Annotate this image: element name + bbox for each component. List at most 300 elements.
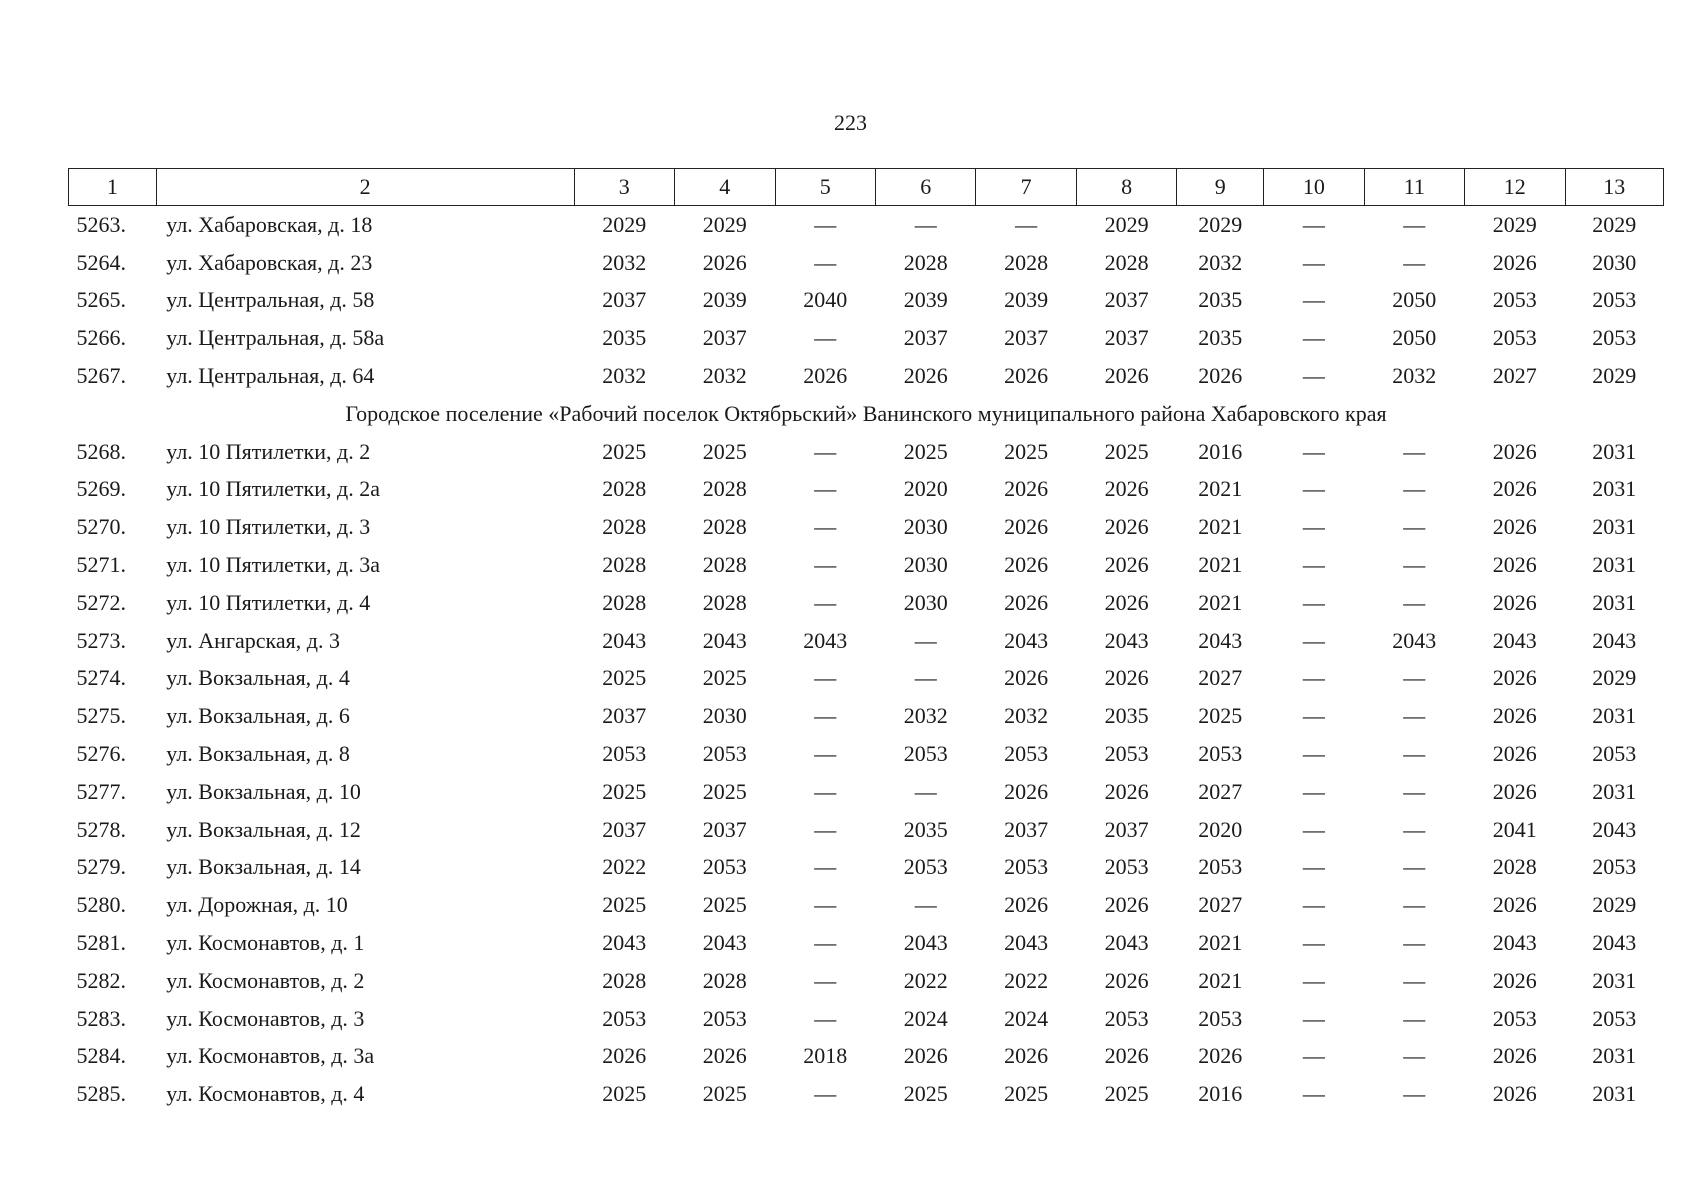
year-cell: —: [1403, 778, 1426, 804]
year-cell: 2028: [602, 967, 647, 993]
header-row: [69, 169, 1664, 206]
year-cell: 2025: [1004, 1081, 1049, 1107]
year-cell: —: [814, 325, 837, 351]
year-cell: —: [1403, 514, 1426, 540]
address-cell: ул. Космонавтов, д. 1: [166, 930, 365, 956]
year-cell: —: [1302, 967, 1325, 993]
address-cell: ул. 10 Пятилетки, д. 2: [166, 438, 371, 464]
row-number: 5278.: [76, 816, 126, 842]
table-row: [69, 319, 1664, 357]
year-cell: 2026: [1004, 363, 1049, 389]
year-cell: 2050: [1392, 325, 1437, 351]
year-cell: 2026: [1492, 741, 1537, 767]
year-cell: 2032: [602, 363, 647, 389]
year-cell: —: [1302, 778, 1325, 804]
year-cell: 2025: [1198, 703, 1243, 729]
year-cell: 2053: [1004, 854, 1049, 880]
schedule-table: [68, 168, 1664, 1113]
year-cell: 2032: [602, 249, 647, 275]
year-cell: —: [1302, 476, 1325, 502]
year-cell: 2053: [1492, 1005, 1537, 1031]
table-row: [69, 849, 1664, 887]
year-cell: —: [1302, 930, 1325, 956]
address-cell: ул. Вокзальная, д. 12: [166, 816, 361, 842]
row-number: 5279.: [76, 854, 126, 880]
year-cell: 2021: [1198, 552, 1243, 578]
table-row: [69, 1075, 1664, 1113]
year-cell: 2028: [602, 589, 647, 615]
row-number: 5263.: [76, 211, 126, 237]
year-cell: 2026: [1104, 1043, 1149, 1069]
year-cell: 2028: [602, 514, 647, 540]
year-cell: 2039: [1004, 287, 1049, 313]
year-cell: 2018: [803, 1043, 848, 1069]
year-cell: 2026: [1104, 778, 1149, 804]
year-cell: 2016: [1198, 438, 1243, 464]
row-number: 5277.: [76, 778, 126, 804]
table-row: [69, 735, 1664, 773]
year-cell: 2025: [903, 1081, 948, 1107]
year-cell: 2029: [1592, 211, 1637, 237]
row-number: 5285.: [76, 1081, 126, 1107]
year-cell: 2037: [1104, 816, 1149, 842]
row-number: 5273.: [76, 627, 126, 653]
year-cell: 2028: [702, 552, 747, 578]
year-cell: 2026: [1492, 703, 1537, 729]
year-cell: —: [1302, 211, 1325, 237]
year-cell: —: [1302, 1005, 1325, 1031]
year-cell: —: [1403, 552, 1426, 578]
year-cell: —: [814, 703, 837, 729]
year-cell: 2043: [1104, 930, 1149, 956]
year-cell: 2041: [1492, 816, 1537, 842]
row-number: 5272.: [76, 589, 126, 615]
table-row: [69, 622, 1664, 660]
year-cell: 2022: [903, 967, 948, 993]
year-cell: 2035: [903, 816, 948, 842]
year-cell: —: [1403, 1081, 1426, 1107]
address-cell: ул. Космонавтов, д. 3: [166, 1005, 365, 1031]
year-cell: 2037: [602, 816, 647, 842]
year-cell: 2032: [903, 703, 948, 729]
year-cell: 2043: [602, 930, 647, 956]
year-cell: 2031: [1592, 1043, 1637, 1069]
year-cell: —: [1403, 211, 1426, 237]
column-header: 3: [574, 169, 674, 206]
year-cell: —: [814, 778, 837, 804]
year-cell: 2021: [1198, 476, 1243, 502]
year-cell: 2021: [1198, 589, 1243, 615]
year-cell: 2022: [602, 854, 647, 880]
year-cell: 2028: [1104, 249, 1149, 275]
year-cell: —: [1403, 854, 1426, 880]
year-cell: 2037: [1104, 325, 1149, 351]
year-cell: 2026: [1492, 892, 1537, 918]
table-row: [69, 660, 1664, 698]
year-cell: 2025: [1104, 438, 1149, 464]
year-cell: 2021: [1198, 967, 1243, 993]
year-cell: 2020: [903, 476, 948, 502]
year-cell: 2039: [702, 287, 747, 313]
address-cell: ул. Дорожная, д. 10: [166, 892, 348, 918]
table-row: [69, 697, 1664, 735]
year-cell: 2043: [1104, 627, 1149, 653]
row-number: 5265.: [76, 287, 126, 313]
year-cell: —: [814, 211, 837, 237]
year-cell: 2043: [1004, 930, 1049, 956]
year-cell: 2043: [1492, 930, 1537, 956]
year-cell: 2035: [1198, 325, 1243, 351]
year-cell: 2029: [702, 211, 747, 237]
address-cell: ул. 10 Пятилетки, д. 2а: [166, 476, 380, 502]
year-cell: —: [1403, 589, 1426, 615]
year-cell: 2026: [1104, 363, 1149, 389]
year-cell: —: [1403, 703, 1426, 729]
year-cell: 2026: [803, 363, 848, 389]
year-cell: —: [1302, 589, 1325, 615]
year-cell: 2037: [1004, 325, 1049, 351]
year-cell: —: [814, 1005, 837, 1031]
year-cell: 2026: [1104, 589, 1149, 615]
year-cell: 2035: [1104, 703, 1149, 729]
table-row: [69, 508, 1664, 546]
year-cell: 2026: [1198, 1043, 1243, 1069]
year-cell: 2031: [1592, 703, 1637, 729]
year-cell: —: [1302, 552, 1325, 578]
year-cell: 2040: [803, 287, 848, 313]
year-cell: 2053: [1104, 1005, 1149, 1031]
address-cell: ул. Вокзальная, д. 8: [166, 741, 350, 767]
year-cell: 2043: [702, 627, 747, 653]
row-number: 5269.: [76, 476, 126, 502]
year-cell: —: [1302, 363, 1325, 389]
table-row: [69, 924, 1664, 962]
year-cell: 2029: [1492, 211, 1537, 237]
column-header: 8: [1076, 169, 1176, 206]
year-cell: 2021: [1198, 930, 1243, 956]
address-cell: ул. 10 Пятилетки, д. 3: [166, 514, 371, 540]
year-cell: 2053: [903, 741, 948, 767]
year-cell: 2037: [702, 325, 747, 351]
page-number: 223: [834, 110, 867, 135]
year-cell: 2043: [903, 930, 948, 956]
year-cell: 2026: [903, 363, 948, 389]
year-cell: 2026: [702, 249, 747, 275]
year-cell: 2043: [803, 627, 848, 653]
year-cell: 2053: [702, 854, 747, 880]
year-cell: 2053: [1592, 287, 1637, 313]
year-cell: —: [1302, 1043, 1325, 1069]
column-header: 13: [1565, 169, 1664, 206]
year-cell: 2031: [1592, 778, 1637, 804]
row-number: 5284.: [76, 1043, 126, 1069]
year-cell: 2031: [1592, 552, 1637, 578]
year-cell: 2026: [1492, 1081, 1537, 1107]
year-cell: —: [1403, 816, 1426, 842]
year-cell: 2053: [1492, 287, 1537, 313]
table-body: [69, 206, 1664, 1114]
year-cell: 2028: [702, 967, 747, 993]
year-cell: 2026: [1492, 476, 1537, 502]
address-cell: ул. 10 Пятилетки, д. 4: [166, 589, 371, 615]
year-cell: 2037: [1104, 287, 1149, 313]
year-cell: 2037: [903, 325, 948, 351]
year-cell: —: [1302, 892, 1325, 918]
address-cell: ул. Центральная, д. 64: [166, 363, 375, 389]
address-cell: ул. Хабаровская, д. 23: [166, 249, 373, 275]
year-cell: 2020: [1198, 816, 1243, 842]
year-cell: —: [914, 627, 937, 653]
year-cell: 2025: [602, 665, 647, 691]
address-cell: ул. Космонавтов, д. 4: [166, 1081, 365, 1107]
year-cell: —: [1302, 438, 1325, 464]
row-number: 5282.: [76, 967, 126, 993]
year-cell: 2026: [1004, 514, 1049, 540]
year-cell: 2026: [1004, 589, 1049, 615]
year-cell: 2028: [702, 476, 747, 502]
year-cell: 2053: [702, 741, 747, 767]
column-header: 11: [1364, 169, 1464, 206]
year-cell: 2026: [1004, 892, 1049, 918]
year-cell: —: [814, 892, 837, 918]
year-cell: 2031: [1592, 967, 1637, 993]
row-number: 5274.: [76, 665, 126, 691]
year-cell: 2029: [1198, 211, 1243, 237]
year-cell: 2037: [702, 816, 747, 842]
year-cell: 2031: [1592, 589, 1637, 615]
year-cell: 2039: [903, 287, 948, 313]
year-cell: —: [1403, 438, 1426, 464]
year-cell: 2028: [602, 476, 647, 502]
row-number: 5276.: [76, 741, 126, 767]
year-cell: 2025: [702, 778, 747, 804]
year-cell: 2026: [1104, 665, 1149, 691]
year-cell: 2053: [1592, 325, 1637, 351]
address-cell: ул. Космонавтов, д. 2: [166, 967, 365, 993]
year-cell: 2026: [1004, 1043, 1049, 1069]
year-cell: 2026: [1104, 476, 1149, 502]
year-cell: 2028: [1492, 854, 1537, 880]
table-row: [69, 584, 1664, 622]
year-cell: —: [814, 930, 837, 956]
year-cell: 2029: [602, 211, 647, 237]
column-header: 10: [1264, 169, 1364, 206]
year-cell: 2028: [1004, 249, 1049, 275]
year-cell: 2053: [602, 741, 647, 767]
year-cell: —: [914, 778, 937, 804]
year-cell: 2026: [1104, 967, 1149, 993]
table-row: [69, 962, 1664, 1000]
year-cell: —: [1302, 741, 1325, 767]
year-cell: —: [1403, 1005, 1426, 1031]
year-cell: 2025: [1004, 438, 1049, 464]
year-cell: 2053: [1492, 325, 1537, 351]
year-cell: 2053: [1104, 854, 1149, 880]
year-cell: —: [1302, 816, 1325, 842]
year-cell: 2026: [1004, 476, 1049, 502]
year-cell: 2037: [1004, 816, 1049, 842]
year-cell: —: [814, 741, 837, 767]
year-cell: 2030: [903, 552, 948, 578]
year-cell: 2024: [1004, 1005, 1049, 1031]
year-cell: 2026: [1104, 892, 1149, 918]
year-cell: —: [1403, 892, 1426, 918]
year-cell: 2026: [1004, 552, 1049, 578]
year-cell: 2025: [702, 1081, 747, 1107]
year-cell: —: [1403, 476, 1426, 502]
year-cell: 2016: [1198, 1081, 1243, 1107]
year-cell: 2026: [1492, 967, 1537, 993]
year-cell: 2026: [903, 1043, 948, 1069]
column-header: 1: [69, 169, 157, 206]
table-row: [69, 433, 1664, 471]
year-cell: 2026: [1492, 249, 1537, 275]
year-cell: 2032: [1198, 249, 1243, 275]
year-cell: —: [1015, 211, 1038, 237]
year-cell: 2029: [1104, 211, 1149, 237]
year-cell: 2043: [602, 627, 647, 653]
year-cell: 2026: [1104, 552, 1149, 578]
year-cell: 2025: [702, 438, 747, 464]
year-cell: 2026: [1492, 778, 1537, 804]
year-cell: 2028: [702, 589, 747, 615]
year-cell: —: [1302, 854, 1325, 880]
year-cell: 2028: [602, 552, 647, 578]
year-cell: 2026: [1492, 1043, 1537, 1069]
year-cell: 2024: [903, 1005, 948, 1031]
year-cell: —: [1302, 249, 1325, 275]
year-cell: 2025: [602, 892, 647, 918]
year-cell: 2026: [1492, 552, 1537, 578]
row-number: 5271.: [76, 552, 126, 578]
year-cell: 2053: [602, 1005, 647, 1031]
address-cell: ул. Центральная, д. 58а: [166, 325, 385, 351]
year-cell: 2031: [1592, 514, 1637, 540]
table-row: [69, 357, 1664, 395]
address-cell: ул. Вокзальная, д. 14: [166, 854, 361, 880]
year-cell: —: [1403, 741, 1426, 767]
row-number: 5266.: [76, 325, 126, 351]
year-cell: 2053: [1198, 741, 1243, 767]
column-header: 5: [775, 169, 875, 206]
year-cell: 2026: [602, 1043, 647, 1069]
address-cell: ул. Хабаровская, д. 18: [166, 211, 373, 237]
table-row: [69, 1000, 1664, 1038]
year-cell: 2053: [1198, 854, 1243, 880]
year-cell: 2028: [702, 514, 747, 540]
year-cell: —: [1302, 514, 1325, 540]
year-cell: 2026: [1492, 514, 1537, 540]
year-cell: 2025: [602, 438, 647, 464]
year-cell: —: [814, 476, 837, 502]
year-cell: 2053: [1592, 1005, 1637, 1031]
year-cell: 2026: [1104, 514, 1149, 540]
year-cell: 2035: [1198, 287, 1243, 313]
year-cell: 2043: [1592, 930, 1637, 956]
column-header: 9: [1177, 169, 1264, 206]
address-cell: ул. Ангарская, д. 3: [166, 627, 340, 653]
column-header: 7: [976, 169, 1076, 206]
year-cell: 2025: [903, 438, 948, 464]
section-heading-row: [69, 395, 1664, 433]
year-cell: —: [814, 967, 837, 993]
table-row: [69, 811, 1664, 849]
year-cell: 2043: [1004, 627, 1049, 653]
year-cell: 2026: [1492, 589, 1537, 615]
year-cell: 2030: [903, 514, 948, 540]
year-cell: 2043: [1492, 627, 1537, 653]
year-cell: 2025: [602, 778, 647, 804]
year-cell: 2035: [602, 325, 647, 351]
year-cell: 2031: [1592, 476, 1637, 502]
row-number: 5281.: [76, 930, 126, 956]
table-row: [69, 546, 1664, 584]
year-cell: 2043: [1198, 627, 1243, 653]
year-cell: 2026: [702, 1043, 747, 1069]
year-cell: 2027: [1198, 892, 1243, 918]
table-row: [69, 282, 1664, 320]
table-row: [69, 471, 1664, 509]
year-cell: —: [814, 438, 837, 464]
year-cell: —: [1302, 287, 1325, 313]
year-cell: 2053: [1592, 741, 1637, 767]
year-cell: 2026: [1004, 665, 1049, 691]
year-cell: —: [814, 1081, 837, 1107]
year-cell: —: [1403, 967, 1426, 993]
column-header: 2: [156, 169, 574, 206]
year-cell: —: [914, 892, 937, 918]
year-cell: 2037: [602, 287, 647, 313]
year-cell: 2022: [1004, 967, 1049, 993]
year-cell: 2026: [1492, 665, 1537, 691]
year-cell: —: [814, 854, 837, 880]
year-cell: —: [814, 514, 837, 540]
year-cell: 2026: [1492, 438, 1537, 464]
column-header: 6: [875, 169, 975, 206]
year-cell: 2043: [1392, 627, 1437, 653]
year-cell: 2027: [1198, 665, 1243, 691]
row-number: 5268.: [76, 438, 126, 464]
table-row: [69, 1038, 1664, 1076]
year-cell: —: [1302, 665, 1325, 691]
year-cell: 2032: [702, 363, 747, 389]
year-cell: 2029: [1592, 665, 1637, 691]
column-header: 4: [675, 169, 775, 206]
year-cell: 2030: [702, 703, 747, 729]
year-cell: —: [814, 552, 837, 578]
year-cell: 2053: [903, 854, 948, 880]
year-cell: —: [814, 249, 837, 275]
year-cell: —: [1302, 627, 1325, 653]
year-cell: —: [914, 211, 937, 237]
year-cell: 2026: [1004, 778, 1049, 804]
year-cell: 2043: [1592, 627, 1637, 653]
year-cell: 2021: [1198, 514, 1243, 540]
year-cell: —: [1302, 325, 1325, 351]
year-cell: 2053: [1592, 854, 1637, 880]
row-number: 5283.: [76, 1005, 126, 1031]
year-cell: 2026: [1198, 363, 1243, 389]
year-cell: 2032: [1004, 703, 1049, 729]
year-cell: 2053: [1004, 741, 1049, 767]
year-cell: 2030: [1592, 249, 1637, 275]
year-cell: —: [914, 665, 937, 691]
address-cell: ул. 10 Пятилетки, д. 3а: [166, 552, 380, 578]
year-cell: 2050: [1392, 287, 1437, 313]
year-cell: —: [1403, 249, 1426, 275]
year-cell: —: [814, 665, 837, 691]
year-cell: 2025: [602, 1081, 647, 1107]
